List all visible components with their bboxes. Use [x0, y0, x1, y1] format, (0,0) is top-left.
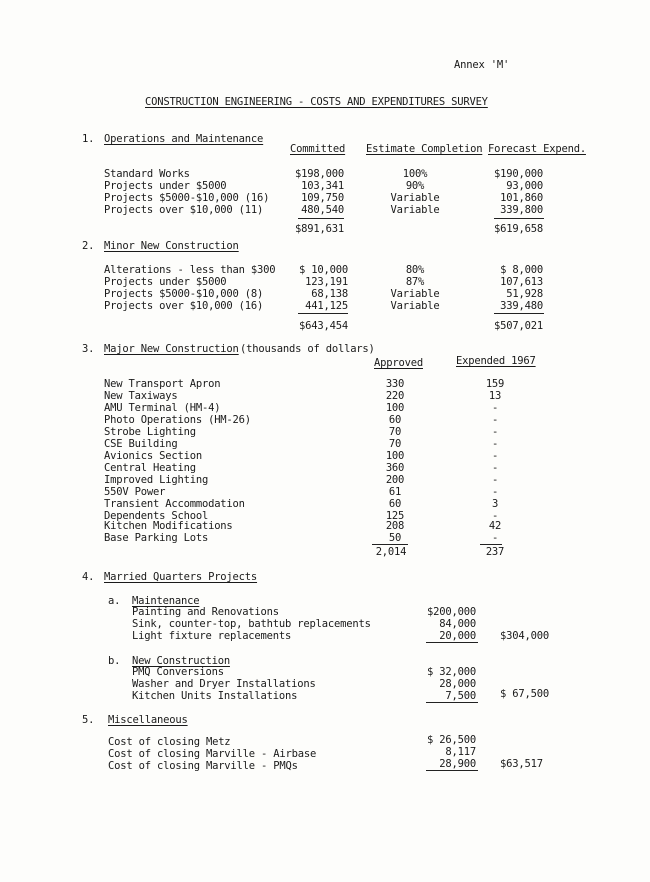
s2-row-forecast: 339,480	[500, 300, 543, 312]
s1-row-committed: 109,750	[301, 192, 344, 204]
s2-row-forecast: $ 8,000	[500, 264, 543, 276]
s2-row-forecast: 107,613	[500, 276, 543, 288]
s3-row-approved: 100	[385, 402, 405, 414]
s5-total-rule	[426, 770, 478, 771]
section-3-heading-note: (thousands of dollars)	[240, 343, 375, 355]
s4a-row-amount: 20,000	[439, 630, 476, 642]
s1-row-estimate: Variable	[390, 192, 440, 204]
s3-row-label: Base Parking Lots	[104, 532, 209, 544]
page-title: CONSTRUCTION ENGINEERING - COSTS AND EXPENDITURES SURVEY	[145, 96, 488, 108]
s3-row-expended: -	[491, 510, 499, 522]
s3-row-expended: -	[491, 414, 499, 426]
s2-row-label: Alterations - less than $300	[104, 264, 276, 276]
s3-row-approved: 208	[385, 520, 405, 532]
s3-row-approved: 360	[385, 462, 405, 474]
s3-row-approved: 125	[385, 510, 405, 522]
s3-row-expended: -	[491, 486, 499, 498]
s3-row-label: Photo Operations (HM-26)	[104, 414, 251, 426]
s4b-total: $ 67,500	[500, 688, 549, 700]
s5-row-amount: 28,900	[439, 758, 476, 770]
col-committed-header: Committed	[290, 143, 346, 155]
annex-label: Annex 'M'	[454, 59, 510, 71]
s3-row-expended: 42	[488, 520, 502, 532]
s1-total-committed: $891,631	[295, 223, 344, 235]
s4b-total-rule	[426, 702, 478, 703]
s2-committed-total-rule	[298, 313, 348, 314]
s1-row-forecast: $190,000	[494, 168, 543, 180]
s4b-letter: b.	[108, 655, 121, 667]
s3-row-label: CSE Building	[104, 438, 178, 450]
s5-row-label: Cost of closing Marville - PMQs	[108, 760, 298, 772]
col-forecast-header: Forecast Expend.	[488, 143, 586, 155]
s2-row-forecast: 51,928	[506, 288, 543, 300]
s1-row-committed: 103,341	[301, 180, 344, 192]
section-5-number: 5.	[82, 714, 95, 726]
s3-row-label: AMU Terminal (HM-4)	[104, 402, 221, 414]
s3-row-label: Avionics Section	[104, 450, 202, 462]
section-3-heading: Major New Construction	[104, 343, 239, 355]
s2-row-committed: $ 10,000	[299, 264, 348, 276]
s4b-row-amount: 7,500	[445, 690, 476, 702]
s2-row-committed: 123,191	[305, 276, 348, 288]
section-2-heading: Minor New Construction	[104, 240, 239, 252]
s5-row-amount: 8,117	[445, 746, 476, 758]
s3-total-expended: 237	[485, 546, 505, 558]
s3-row-approved: 330	[385, 378, 405, 390]
s2-row-committed: 68,138	[311, 288, 348, 300]
s3-row-expended: -	[491, 450, 499, 462]
s3-expended-total-rule	[480, 544, 502, 545]
s1-row-label: Projects under $5000	[104, 180, 227, 192]
s4b-heading: New Construction	[132, 655, 230, 667]
s4b-row-amount: $ 32,000	[427, 666, 476, 678]
s3-row-expended: 159	[485, 378, 505, 390]
s3-row-label: Central Heating	[104, 462, 196, 474]
s3-row-approved: 100	[385, 450, 405, 462]
s3-row-approved: 70	[388, 438, 402, 450]
s5-row-amount: $ 26,500	[427, 734, 476, 746]
s3-row-approved: 220	[385, 390, 405, 402]
s2-forecast-total-rule	[494, 313, 544, 314]
section-1-number: 1.	[82, 133, 95, 145]
s2-row-estimate: Variable	[390, 288, 440, 300]
s3-row-expended: -	[491, 402, 499, 414]
s5-total: $63,517	[500, 758, 543, 770]
col-approved-header: Approved	[374, 357, 423, 369]
s2-row-estimate: 80%	[405, 264, 425, 276]
s4b-row-label: Washer and Dryer Installations	[132, 678, 316, 690]
s1-row-estimate: 100%	[402, 168, 428, 180]
section-1-heading: Operations and Maintenance	[104, 133, 264, 145]
s5-row-label: Cost of closing Metz	[108, 736, 231, 748]
s4a-row-amount: 84,000	[439, 618, 476, 630]
s3-row-expended: -	[491, 438, 499, 450]
s1-committed-total-rule	[298, 218, 344, 219]
s4a-row-label: Painting and Renovations	[132, 606, 279, 618]
s5-row-label: Cost of closing Marville - Airbase	[108, 748, 317, 760]
s1-row-estimate: Variable	[390, 204, 440, 216]
s3-row-approved: 61	[388, 486, 402, 498]
s3-row-expended: -	[491, 532, 499, 544]
s4a-letter: a.	[108, 595, 121, 607]
s1-row-forecast: 93,000	[506, 180, 543, 192]
s3-row-label: Dependents School	[104, 510, 209, 522]
col-estimate-header: Estimate Completion	[366, 143, 483, 155]
s3-row-expended: 3	[491, 498, 499, 510]
s2-row-estimate: Variable	[390, 300, 440, 312]
s1-row-forecast: 339,800	[500, 204, 543, 216]
s2-row-label: Projects $5000-$10,000 (8)	[104, 288, 264, 300]
s3-row-approved: 50	[388, 532, 402, 544]
s3-row-approved: 60	[388, 498, 402, 510]
s1-row-forecast: 101,860	[500, 192, 543, 204]
s4b-row-label: PMQ Conversions	[132, 666, 224, 678]
s3-approved-total-rule	[372, 544, 408, 545]
s2-row-label: Projects over $10,000 (16)	[104, 300, 264, 312]
s4b-row-label: Kitchen Units Installations	[132, 690, 298, 702]
s3-row-expended: -	[491, 462, 499, 474]
s4a-row-label: Light fixture replacements	[132, 630, 292, 642]
s4b-row-amount: 28,000	[439, 678, 476, 690]
s3-row-label: New Taxiways	[104, 390, 178, 402]
s3-total-approved: 2,014	[375, 546, 407, 558]
s1-row-estimate: 90%	[405, 180, 425, 192]
s1-row-committed: $198,000	[295, 168, 344, 180]
s3-row-label: Transient Accommodation	[104, 498, 245, 510]
section-3-number: 3.	[82, 343, 95, 355]
s2-row-estimate: 87%	[405, 276, 425, 288]
s2-row-committed: 441,125	[305, 300, 348, 312]
s3-row-approved: 60	[388, 414, 402, 426]
s1-row-label: Projects over $10,000 (11)	[104, 204, 264, 216]
s3-row-expended: 13	[488, 390, 502, 402]
s4a-total: $304,000	[500, 630, 549, 642]
s4a-heading: Maintenance	[132, 595, 200, 607]
section-4-number: 4.	[82, 571, 95, 583]
section-2-number: 2.	[82, 240, 95, 252]
s1-row-committed: 480,540	[301, 204, 344, 216]
col-expended-header: Expended 1967	[456, 355, 536, 367]
s4a-total-rule	[426, 642, 478, 643]
s3-row-expended: -	[491, 426, 499, 438]
s2-total-committed: $643,454	[299, 320, 348, 332]
s3-row-label: 550V Power	[104, 486, 166, 498]
s2-total-forecast: $507,021	[494, 320, 543, 332]
s2-row-label: Projects under $5000	[104, 276, 227, 288]
s3-row-label: Strobe Lighting	[104, 426, 196, 438]
section-4-heading: Married Quarters Projects	[104, 571, 258, 583]
s3-row-expended: -	[491, 474, 499, 486]
s1-forecast-total-rule	[494, 218, 544, 219]
s1-total-forecast: $619,658	[494, 223, 543, 235]
s3-row-label: Improved Lighting	[104, 474, 209, 486]
s4a-row-label: Sink, counter-top, bathtub replacements	[132, 618, 371, 630]
s4a-row-amount: $200,000	[427, 606, 476, 618]
s3-row-label: New Transport Apron	[104, 378, 221, 390]
s1-row-label: Projects $5000-$10,000 (16)	[104, 192, 270, 204]
section-5-heading: Miscellaneous	[108, 714, 188, 726]
s3-row-label: Kitchen Modifications	[104, 520, 233, 532]
s1-row-label: Standard Works	[104, 168, 190, 180]
s3-row-approved: 200	[385, 474, 405, 486]
s3-row-approved: 70	[388, 426, 402, 438]
